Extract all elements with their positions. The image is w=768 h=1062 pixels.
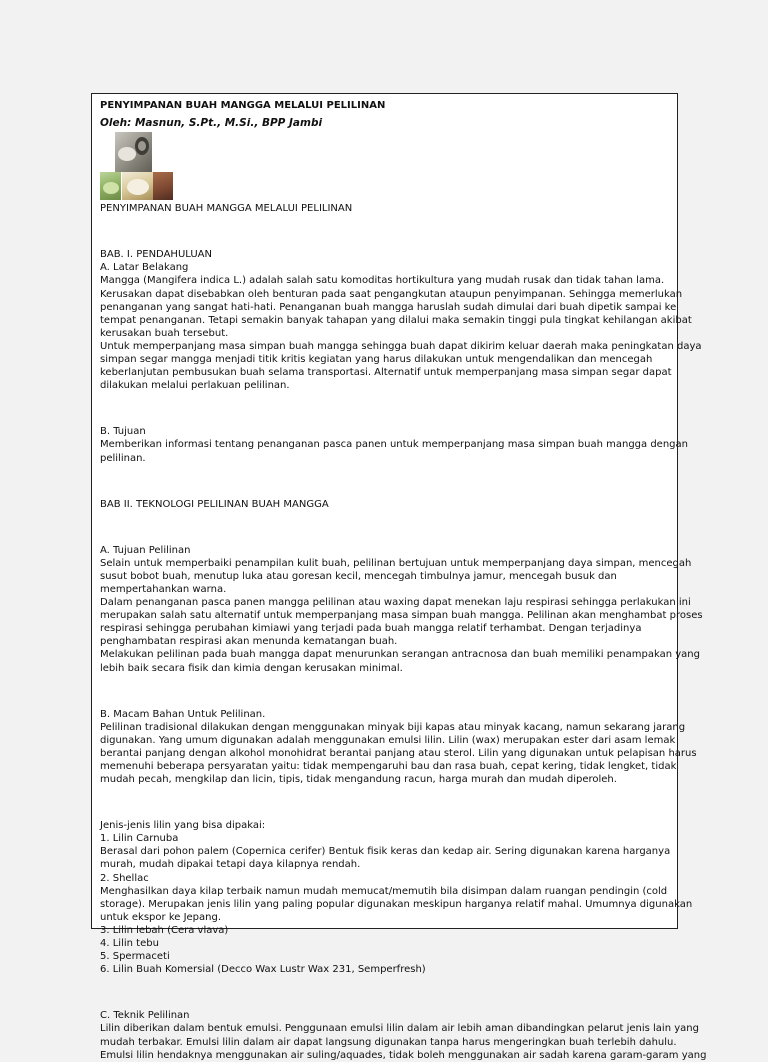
body-text-line: BAB. I. PENDAHULUAN <box>100 249 212 261</box>
body-text-line: 6. Lilin Buah Komersial (Decco Wax Lustr Wax 231, Semperfresh) <box>100 964 426 976</box>
paragraph-gap <box>100 225 669 238</box>
body-text-line: Mangga (Mangifera indica L.) adalah salah satu komoditas hortikultura yang mudah rusak dan tidak tahan lama. <box>100 275 665 287</box>
body-text-line: C. Teknik Pelilinan <box>100 1010 190 1022</box>
body-text-line: dilakukan melalui perlakuan pelilinan. <box>100 380 290 392</box>
body-text-line: 1. Lilin Carnuba <box>100 833 179 845</box>
body-text-line: A. Latar Belakang <box>100 262 189 274</box>
photo-green-mango <box>100 172 121 200</box>
body-text-line: Melakukan pelilinan pada buah mangga dapat menurunkan serangan antracnosa dan buah memiliki penampakan yang <box>100 649 700 661</box>
body-text-line: kerusakan buah tersebut. <box>100 327 229 339</box>
photo-mango-waxing <box>115 132 152 172</box>
body-text-line: penanganan yang sangat hati-hati. Penanganan buah mangga haruslah sudah dimulai dari buah dipetik sampai ke <box>100 301 677 313</box>
body-text-line: Pelilinan tradisional dilakukan dengan menggunakan minyak biji kapas atau minyak kacang, namun sekarang jarang <box>100 721 686 733</box>
paragraph-gap <box>100 521 669 534</box>
body-text-line: BAB II. TEKNOLOGI PELILINAN BUAH MANGGA <box>100 498 329 510</box>
body-text-line: berantai panjang dengan alkohol monohidrat berantai panjang atau sterol. Lilin yang digunakan untuk pelapisan harus <box>100 747 697 759</box>
body-text-line: tempat penanganan. Tetapi semakin banyak tahapan yang dilalui maka semakin tinggi pula tingkat kehilangan akibat <box>100 314 692 326</box>
document-content <box>100 99 707 1062</box>
document-body <box>100 202 707 1062</box>
body-text-line: Selain untuk memperbaiki penampilan kulit buah, pelilinan bertujuan untuk memperpanjang daya simpan, mencegah <box>100 557 692 569</box>
body-text-line: mudah pecah, mengkilap dan licin, tipis, tidak mengandung racun, harga murah dan mudah diperoleh. <box>100 774 617 786</box>
document-author: Oleh: Masnun, S.Pt., M.Si., BPP Jambi <box>100 117 323 130</box>
body-text-line: Emulsi lilin hendaknya menggunakan air suling/aquades, tidak boleh menggunakan air sadah karena garam-garam yang <box>100 1049 707 1061</box>
body-text-line: 4. Lilin tebu <box>100 938 159 950</box>
body-text-line: storage). Merupakan jenis lilin yang paling popular digunakan meskipun harganya relatif mahal. Umumnya digunakan <box>100 898 693 910</box>
body-text-line: lebih baik secara fisik dan kimia dengan kerusakan minimal. <box>100 662 403 674</box>
body-text-line: mudah terbakar. Emulsi lilin dalam air dapat langsung digunakan tanpa harus mengeringkan buah terlebih dahulu. <box>100 1036 677 1048</box>
body-text-line: mempertahankan warna. <box>100 583 227 595</box>
body-text-line: keberlanjutan pembusukan buah selama transportasi. Alternatif untuk memperpanjang masa simpan segar dapat <box>100 367 672 379</box>
body-text-line: pelilinan. <box>100 452 146 464</box>
paragraph-gap <box>100 796 669 809</box>
body-text-line: Untuk memperpanjang masa simpan buah mangga sehingga buah dapat dikirim keluar daerah maka peningkatan daya <box>100 340 702 352</box>
photo-mango-skin <box>153 172 173 200</box>
body-text-line: Lilin diberikan dalam bentuk emulsi. Penggunaan emulsi lilin dalam air lebih aman dibandingkan pelarut jenis lain yang <box>100 1023 699 1035</box>
body-text-line: simpan segar mangga menjadi titik kritis kegiatan yang harus dilakukan untuk mengendalikan dan mencegah <box>100 354 653 366</box>
body-text-line: 3. Lilin lebah (Cera vlava) <box>100 924 229 936</box>
body-text-line: murah, mudah dipakai tetapi daya kilapnya rendah. <box>100 859 361 871</box>
body-text-line: Dalam penanganan pasca panen mangga pelilinan atau waxing dapat menekan laju respirasi sehingga perlakukan ini <box>100 597 691 609</box>
photo-waxed-mango <box>122 172 153 200</box>
body-text-line: susut bobot buah, menutup luka atau goresan kecil, mencegah timbulnya jamur, mencegah busuk dan <box>100 570 617 582</box>
body-text-line: penghambatan respirasi akan menunda kematangan buah. <box>100 636 398 648</box>
paragraph-gap <box>100 475 669 488</box>
body-text-line: merupakan salah satu alternatif untuk memperpanjang masa simpan buah mangga. Pelilinan akan menghambat proses <box>100 610 703 622</box>
body-text-line: B. Tujuan <box>100 426 146 438</box>
body-text-line: digunakan. Yang umum digunakan adalah menggunakan emulsi lilin. Lilin (wax) merupakan ester dari asam lemak <box>100 734 676 746</box>
paragraph-gap <box>100 685 669 698</box>
body-text-line: Berasal dari pohon palem (Copernica cerifer) Bentuk fisik keras dan kedap air. Sering digunakan karena harganya <box>100 846 671 858</box>
document-page <box>91 93 707 1061</box>
paragraph-gap <box>100 986 669 999</box>
body-text-line: PENYIMPANAN BUAH MANGGA MELALUI PELILINAN <box>100 203 353 215</box>
body-text-line: B. Macam Bahan Untuk Pelilinan. <box>100 708 266 720</box>
body-text-line: Kerusakan dapat disebabkan oleh benturan pada saat pengangkutan ataupun penyimpanan. Sehingga memerlukan <box>100 288 683 300</box>
body-text-line: Menghasilkan daya kilap terbaik namun mudah memucat/memutih bila disimpan dalam ruangan pendingin (cold <box>100 885 668 897</box>
body-text-line: 5. Spermaceti <box>100 951 170 963</box>
body-text-line: A. Tujuan Pelilinan <box>100 544 191 556</box>
body-text-line: untuk ekspor ke Jepang. <box>100 911 222 923</box>
body-text-line: memenuhi beberapa persyaratan yaitu: tidak mempengaruhi bau dan rasa buah, cepat kering, tidak lengket, tidak <box>100 761 677 772</box>
document-title: PENYIMPANAN BUAH MANGGA MELALUI PELILINAN <box>100 100 386 111</box>
body-text-line: Jenis-jenis lilin yang bisa dipakai: <box>100 820 266 832</box>
paragraph-gap <box>100 402 669 415</box>
body-text-line: 2. Shellac <box>100 872 149 884</box>
body-text-line: respirasi sehingga perubahan kimiawi yang terjadi pada buah mangga relatif terhambat. Dengan terjadinya <box>100 623 642 635</box>
body-text-line: Memberikan informasi tentang penanganan pasca panen untuk memperpanjang masa simpan buah mangga dengan <box>100 439 688 451</box>
photo-collage <box>100 132 669 202</box>
